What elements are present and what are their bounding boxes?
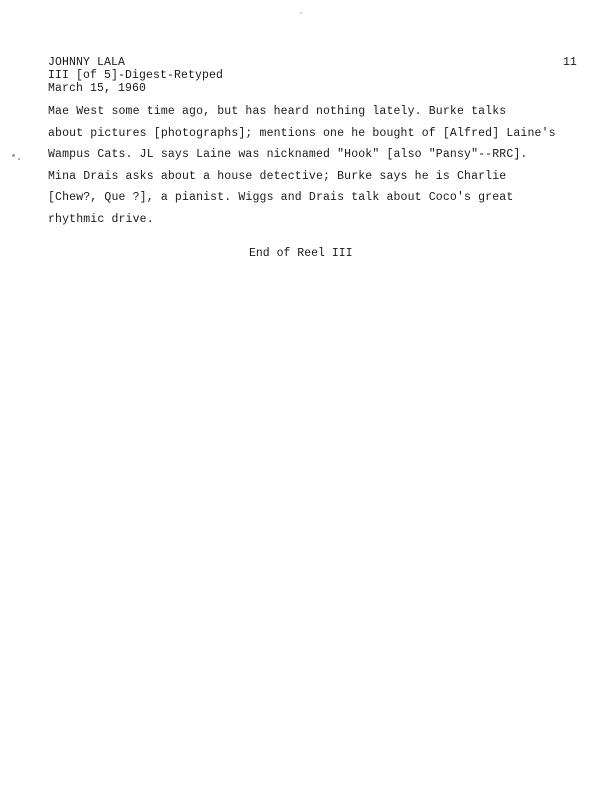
transcript-line: Mina Drais asks about a house detective; Burke says he is Charlie xyxy=(48,169,507,183)
end-of-reel-note: End of Reel III xyxy=(249,247,353,260)
scan-speck xyxy=(300,12,302,14)
transcript-line: Mae West some time ago, but has heard nothing lately. Burke talks xyxy=(48,105,507,118)
reel-info: III [of 5]-Digest-Retyped xyxy=(48,69,224,82)
transcript-line: Wampus Cats. JL says Laine was nicknamed "Hook" [also "Pansy"--RRC]. xyxy=(48,148,528,162)
transcript-body xyxy=(48,101,568,231)
document-header xyxy=(48,56,223,95)
interviewee-name: JOHNNY LALA xyxy=(48,56,126,69)
transcript-line: [Chew?, Que ?], a pianist. Wiggs and Drais talk about Coco's great xyxy=(48,191,514,205)
transcript-line: rhythmic drive. xyxy=(48,212,154,226)
transcript-line: about pictures [photographs]; mentions one he bought of [Alfred] Laine's xyxy=(48,126,556,140)
page-number: 11 xyxy=(563,56,577,69)
scan-speck xyxy=(18,158,20,160)
interview-date: March 15, 1960 xyxy=(48,82,147,95)
scan-speck xyxy=(12,154,15,157)
